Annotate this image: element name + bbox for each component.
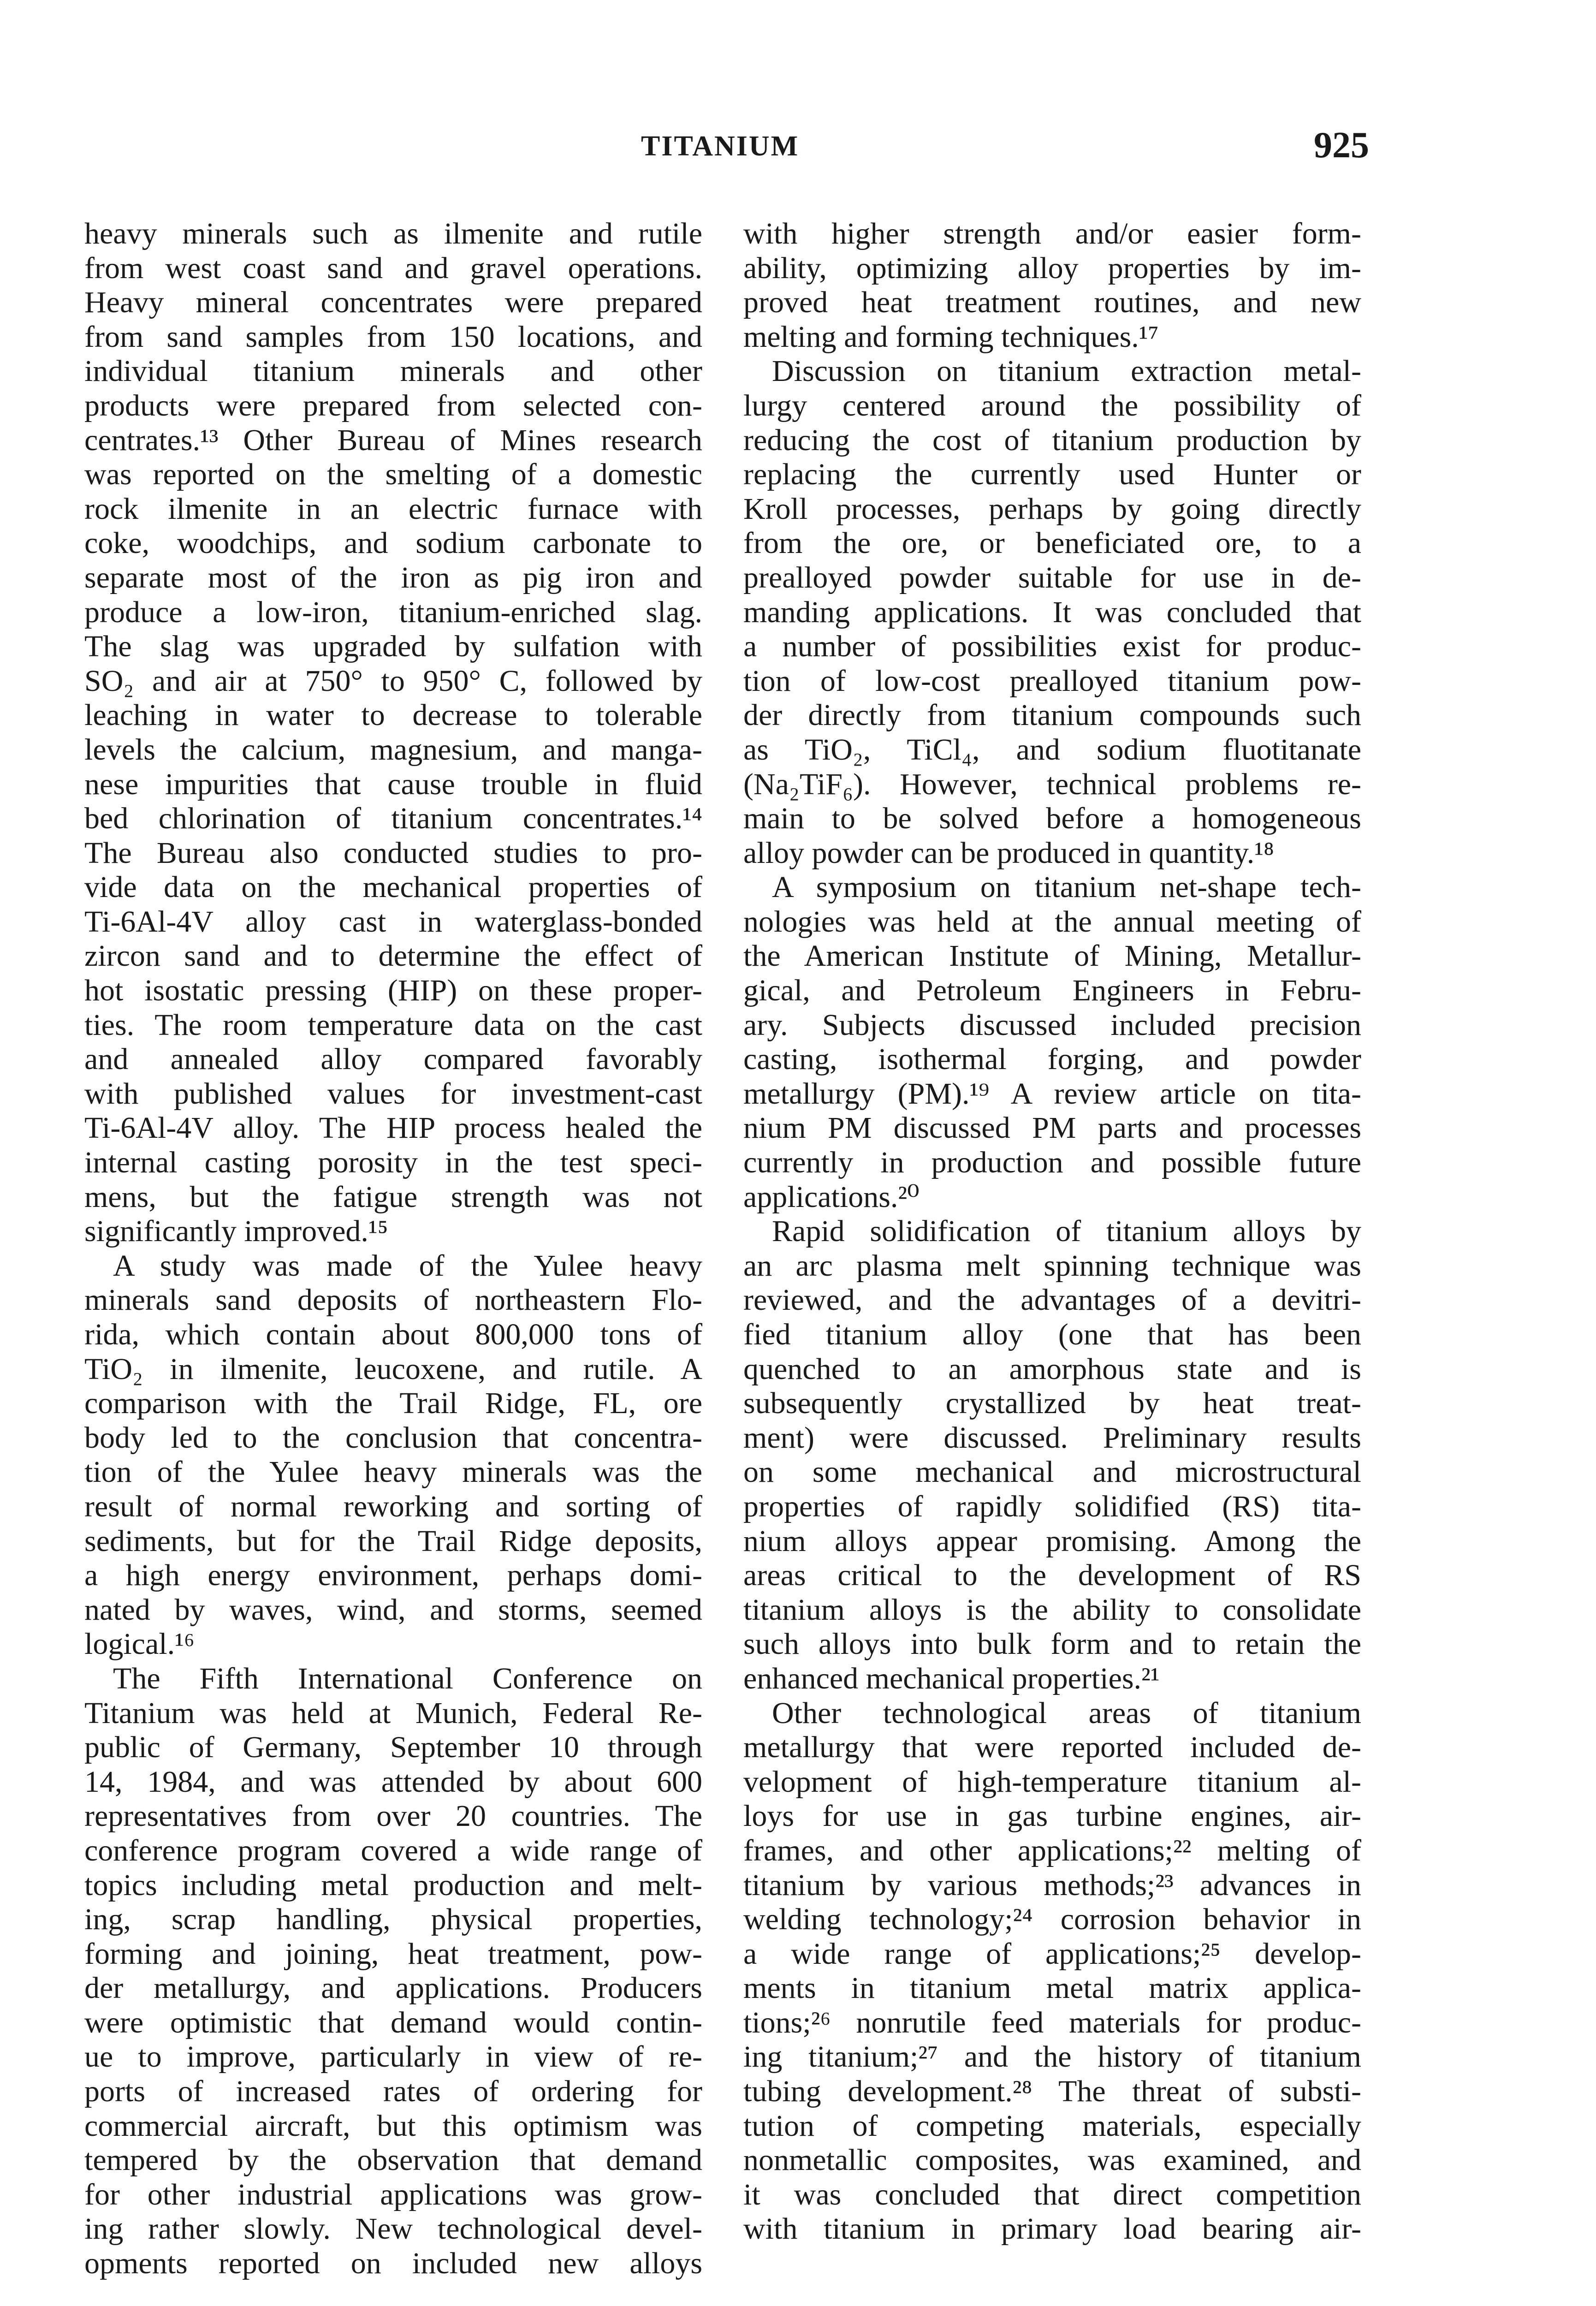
text-line: subsequently crystallized by heat treat-	[743, 1386, 1361, 1420]
text-line: loys for use in gas turbine engines, air-	[743, 1799, 1361, 1833]
text-line: Discussion on titanium extraction metal-	[772, 354, 1361, 388]
text-line: hot isostatic pressing (HIP) on these proper-	[84, 974, 702, 1008]
text-line: representatives from over 20 countries. The	[84, 1799, 702, 1833]
text-line: conference program covered a wide range of	[84, 1833, 702, 1867]
text-line: were optimistic that demand would contin-	[84, 2005, 702, 2039]
text-line: The Fifth International Conference on	[113, 1661, 702, 1695]
text-line: Rapid solidification of titanium alloys by	[772, 1214, 1361, 1248]
text-line: tion of low-cost prealloyed titanium pow-	[743, 664, 1361, 698]
text-line: frames, and other applications;²² melting of	[743, 1833, 1361, 1867]
text-line: currently in production and possible future	[743, 1146, 1361, 1180]
text-line: Other technological areas of titanium	[772, 1696, 1361, 1730]
text-line: coke, woodchips, and sodium carbonate to	[84, 526, 702, 560]
text-line: proved heat treatment routines, and new	[743, 285, 1361, 320]
text-line: A symposium on titanium net-shape tech-	[772, 870, 1361, 904]
text-line: nated by waves, wind, and storms, seemed	[84, 1593, 702, 1627]
text-line: produce a low-iron, titanium-enriched slag.	[84, 595, 702, 629]
text-line: tempered by the observation that demand	[84, 2143, 702, 2177]
text-line: public of Germany, September 10 through	[84, 1730, 702, 1765]
text-line: manding applications. It was concluded that	[743, 595, 1361, 629]
text-line: with higher strength and/or easier form-	[743, 217, 1361, 250]
text-line: with titanium in primary load bearing air-	[743, 2212, 1361, 2246]
text-line: logical.¹⁶	[84, 1627, 195, 1661]
text-line: tion of the Yulee heavy minerals was the	[84, 1455, 702, 1489]
text-line: a number of possibilities exist for produc-	[743, 630, 1361, 664]
text-line: ties. The room temperature data on the cast	[84, 1008, 702, 1042]
text-line: with published values for investment-cast	[84, 1076, 702, 1111]
text-line: (Na₂TiF₆). However, technical problems re-	[743, 767, 1361, 801]
text-line: internal casting porosity in the test speci-	[84, 1146, 702, 1180]
text-line: der metallurgy, and applications. Producers	[84, 1971, 702, 2005]
text-line: the American Institute of Mining, Metallur-	[743, 939, 1361, 973]
text-line: significantly improved.¹⁵	[84, 1214, 388, 1248]
text-line: Heavy mineral concentrates were prepared	[84, 285, 702, 320]
text-line: ing titanium;²⁷ and the history of titanium	[743, 2040, 1361, 2074]
text-line: tubing development.²⁸ The threat of substi-	[743, 2074, 1361, 2109]
text-line: prealloyed powder suitable for use in de-	[743, 560, 1361, 594]
text-line: minerals sand deposits of northeastern Flo-	[84, 1283, 702, 1317]
text-line: metallurgy (PM).¹⁹ A review article on tita-	[743, 1076, 1361, 1111]
text-line: individual titanium minerals and other	[84, 354, 702, 388]
text-line: SO₂ and air at 750° to 950° C, followed by	[84, 664, 702, 698]
text-line: products were prepared from selected con-	[84, 388, 702, 422]
text-line: tution of competing materials, especially	[743, 2109, 1361, 2143]
text-line: properties of rapidly solidified (RS) tita-	[743, 1489, 1361, 1523]
text-line: main to be solved before a homogeneous	[743, 802, 1361, 836]
text-line: reviewed, and the advantages of a devitri-	[743, 1283, 1361, 1317]
text-line: and annealed alloy compared favorably	[84, 1042, 702, 1076]
text-line: nese impurities that cause trouble in fluid	[84, 767, 702, 801]
text-line: fied titanium alloy (one that has been	[743, 1318, 1361, 1351]
text-line: topics including metal production and melt-	[84, 1868, 702, 1902]
text-line: leaching in water to decrease to tolerable	[84, 698, 702, 732]
text-line: was reported on the smelting of a domestic	[84, 458, 702, 492]
text-line: ments in titanium metal matrix applica-	[743, 1971, 1361, 2005]
text-line: a wide range of applications;²⁵ develop-	[743, 1937, 1361, 1971]
text-line: replacing the currently used Hunter or	[743, 458, 1361, 492]
text-line: ue to improve, particularly in view of re-	[84, 2040, 702, 2074]
text-line: welding technology;²⁴ corrosion behavior in	[743, 1902, 1361, 1937]
text-line: alloy powder can be produced in quantity.¹⁸	[743, 836, 1275, 870]
page-number: 925	[1314, 125, 1369, 166]
text-line: gical, and Petroleum Engineers in Febru-	[743, 974, 1361, 1008]
text-line: rock ilmenite in an electric furnace with	[84, 492, 702, 526]
text-line: centrates.¹³ Other Bureau of Mines research	[84, 423, 702, 457]
text-line: ary. Subjects discussed included precision	[743, 1008, 1361, 1042]
text-line: as TiO₂, TiCl₄, and sodium fluotitanate	[743, 732, 1361, 767]
text-line: enhanced mechanical properties.²¹	[743, 1661, 1160, 1695]
text-line: separate most of the iron as pig iron and	[84, 560, 702, 594]
text-line: sediments, but for the Trail Ridge deposits,	[84, 1524, 702, 1558]
text-line: applications.²⁰	[743, 1180, 920, 1214]
text-line: comparison with the Trail Ridge, FL, ore	[84, 1386, 702, 1420]
left-column	[84, 217, 702, 2281]
text-line: from sand samples from 150 locations, and	[84, 320, 702, 354]
text-line: der directly from titanium compounds such	[743, 698, 1361, 732]
text-line: nium alloys appear promising. Among the	[743, 1524, 1361, 1558]
text-line: opments reported on included new alloys	[84, 2247, 702, 2281]
right-column	[743, 217, 1361, 2247]
text-line: tions;²⁶ nonrutile feed materials for produc-	[743, 2005, 1361, 2039]
text-line: nonmetallic composites, was examined, and	[743, 2143, 1361, 2177]
text-line: mens, but the fatigue strength was not	[84, 1180, 702, 1214]
text-line: nologies was held at the annual meeting of	[743, 904, 1361, 939]
text-line: casting, isothermal forging, and powder	[743, 1042, 1361, 1076]
text-line: rida, which contain about 800,000 tons of	[84, 1318, 702, 1351]
text-line: titanium by various methods;²³ advances in	[743, 1868, 1361, 1902]
text-line: reducing the cost of titanium production by	[743, 423, 1361, 457]
text-line: body led to the conclusion that concentra-	[84, 1420, 702, 1455]
text-line: 14, 1984, and was attended by about 600	[84, 1765, 702, 1799]
text-line: it was concluded that direct competition	[743, 2177, 1361, 2211]
text-line: titanium alloys is the ability to consolidate	[743, 1593, 1361, 1627]
text-line: from west coast sand and gravel operations.	[84, 251, 702, 285]
text-line: heavy minerals such as ilmenite and rutile	[84, 217, 702, 250]
text-line: ability, optimizing alloy properties by im-	[743, 251, 1361, 285]
text-line: TiO₂ in ilmenite, leucoxene, and rutile. A	[84, 1352, 702, 1386]
text-line: from the ore, or beneficiated ore, to a	[743, 526, 1361, 560]
text-line: result of normal reworking and sorting of	[84, 1489, 702, 1523]
text-line: lurgy centered around the possibility of	[743, 388, 1361, 422]
text-line: The Bureau also conducted studies to pro-	[84, 836, 702, 870]
text-line: ing rather slowly. New technological devel-	[84, 2212, 702, 2246]
text-line: zircon sand and to determine the effect of	[84, 939, 702, 973]
text-line: Ti-6Al-4V alloy. The HIP process healed the	[84, 1111, 702, 1145]
text-line: The slag was upgraded by sulfation with	[84, 630, 702, 664]
text-line: quenched to an amorphous state and is	[743, 1352, 1361, 1386]
text-line: ing, scrap handling, physical properties,	[84, 1902, 702, 1937]
text-line: Titanium was held at Munich, Federal Re-	[84, 1696, 702, 1730]
text-line: bed chlorination of titanium concentrates.¹⁴	[84, 802, 702, 836]
text-line: an arc plasma melt spinning technique was	[743, 1248, 1361, 1283]
text-line: for other industrial applications was grow-	[84, 2177, 702, 2211]
text-line: A study was made of the Yulee heavy	[113, 1248, 702, 1283]
text-line: areas critical to the development of RS	[743, 1558, 1361, 1593]
text-line: velopment of high-temperature titanium al-	[743, 1765, 1361, 1799]
text-line: Kroll processes, perhaps by going directly	[743, 492, 1361, 526]
text-line: vide data on the mechanical properties of	[84, 870, 702, 904]
text-line: a high energy environment, perhaps domi-	[84, 1558, 702, 1593]
text-line: forming and joining, heat treatment, pow-	[84, 1937, 702, 1971]
text-line: ment) were discussed. Preliminary results	[743, 1420, 1361, 1455]
text-line: Ti-6Al-4V alloy cast in waterglass-bonded	[84, 904, 702, 939]
text-line: such alloys into bulk form and to retain the	[743, 1627, 1361, 1661]
running-header-title: TITANIUM	[641, 131, 800, 162]
text-line: levels the calcium, magnesium, and manga-	[84, 732, 702, 767]
text-line: on some mechanical and microstructural	[743, 1455, 1361, 1489]
text-line: metallurgy that were reported included de-	[743, 1730, 1361, 1765]
text-line: nium PM discussed PM parts and processes	[743, 1111, 1361, 1145]
text-line: ports of increased rates of ordering for	[84, 2074, 702, 2109]
text-line: commercial aircraft, but this optimism was	[84, 2109, 702, 2143]
text-line: melting and forming techniques.¹⁷	[743, 320, 1159, 354]
